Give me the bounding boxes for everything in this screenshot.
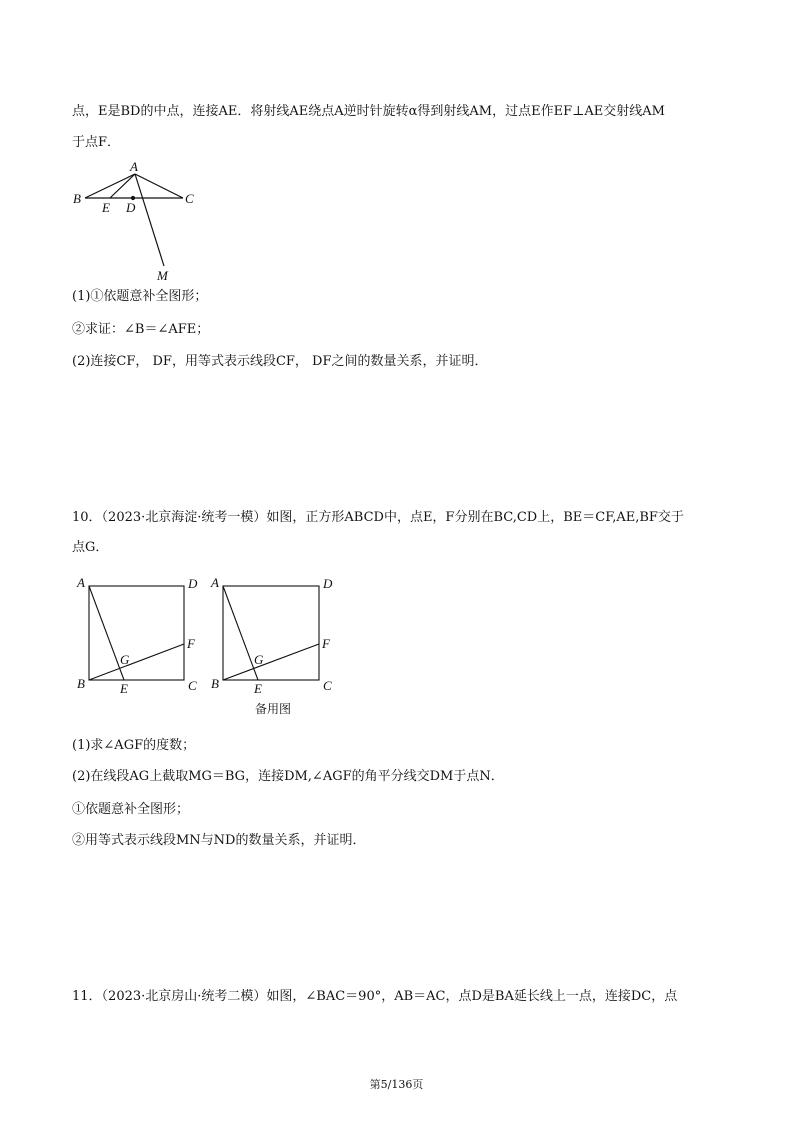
q9-figure [85,174,183,266]
q10-text-line2: 点G． [72,540,109,555]
q10a-label-d: D [188,576,198,591]
q10-figure-spare [223,586,319,680]
q10-part2: (2)在线段AG上截取MG＝BG，连接DM,∠AGF的角平分线交DM于点N． [72,769,504,784]
q9-label-b: B [73,191,81,206]
q10a-label-b: B [77,676,85,691]
q9-part2: (2)连接CF， DF，用等式表示线段CF， DF之间的数量关系，并证明． [72,354,488,369]
q9-text-line1: 点，E是BD的中点，连接AE．将射线AE绕点A逆时针旋转α得到射线AM，过点E作EF⊥AE交射线AM [72,104,665,119]
q10a-label-g: G [120,652,130,667]
q9-text-line2: 于点F． [72,135,121,150]
q9-label-e: E [102,200,110,215]
q10b-label-d: D [323,576,333,591]
q10a-label-f: F [187,636,195,651]
q10b-label-g: G [254,652,264,667]
q9-label-d: D [126,200,136,215]
q10-part2b: ②用等式表示线段MN与ND的数量关系，并证明． [72,833,366,848]
q11-text-line1: 11．（2023·北京房山·统考二模）如图，∠BAC＝90°，AB＝AC，点D是BA延长线上一点，连接DC，点 [72,989,678,1004]
q10-text-line1: 10．（2023·北京海淀·统考一模）如图，正方形ABCD中，点E，F分别在BC,CD上，BE＝CF,AE,BF交于 [72,510,684,525]
q10-spare-caption: 备用图 [255,702,292,716]
q10b-label-f: F [322,636,330,651]
q10b-label-a: A [211,575,219,590]
q10-part1: (1)求∠AGF的度数； [72,738,196,753]
q10-part2a: ①依题意补全图形； [72,802,190,817]
q10b-label-e: E [254,681,262,696]
q9-label-a: A [130,159,138,174]
q9-part1a: (1)①依题意补全图形； [72,289,208,304]
q9-label-m: M [157,268,168,283]
q10b-label-c: C [323,678,332,693]
q10a-label-a: A [77,575,85,590]
page-footer: 第5/136页 [369,1078,424,1091]
q10-figure-main [89,586,184,680]
q10b-label-b: B [211,676,219,691]
q9-label-c: C [185,191,194,206]
q9-part1b: ②求证：∠B＝∠AFE； [72,322,210,337]
q10a-label-c: C [188,678,197,693]
q10a-label-e: E [120,681,128,696]
